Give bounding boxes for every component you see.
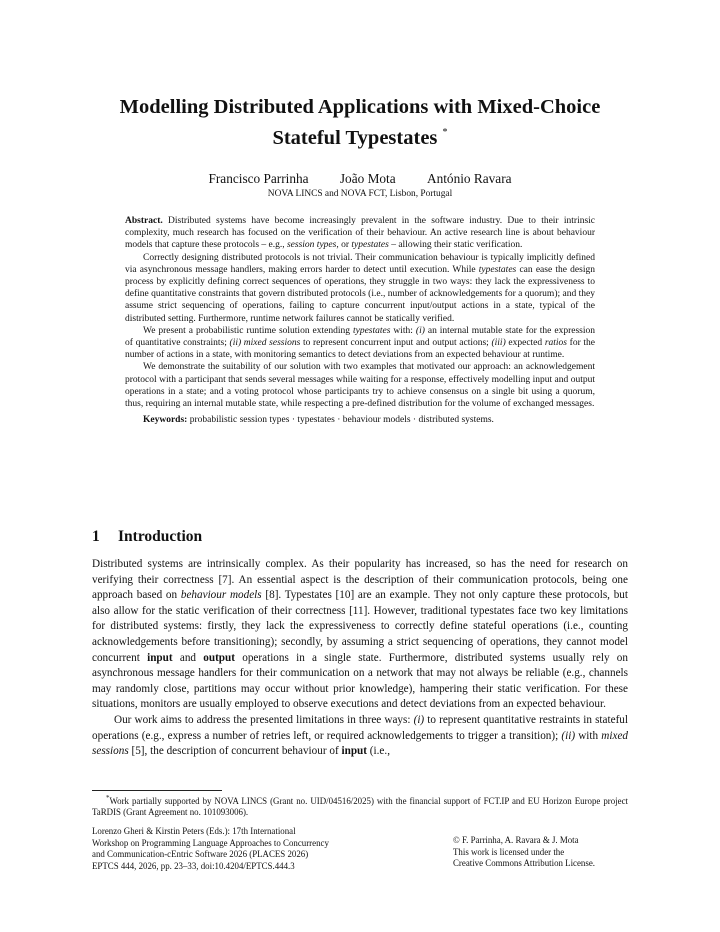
abstract-text: with: (390, 325, 416, 336)
abstract-text: , or (336, 240, 352, 251)
section-title: Introduction (118, 528, 203, 545)
footnote (92, 793, 628, 819)
abstract-paragraph: We demonstrate the suitability of our solution with two examples that motivated our approach: an acknowledgement protocol with a participant that sends several messages while waiting for a response, effectively modelling input and output operations in a state; and a voting protocol whose participants try to achieve consensus on a single bit using a quorum, thus, requiring an internal mutable state, while respecting a pre-defined distribution for the volume of exchanged messages. (125, 362, 595, 410)
abstract-text: for the number of actions in a state, with monitoring semantics to detect deviations from an expected behaviour at runtime. (125, 338, 596, 361)
abstract-emphasis: (iii) (491, 338, 506, 349)
abstract-text: to represent concurrent input and output actions; (300, 338, 492, 349)
body-text: and (172, 651, 204, 664)
abstract (125, 215, 595, 426)
abstract-emphasis: (i) (415, 325, 425, 336)
abstract-text: an internal mutable state for the expression of quantitative constraints; (125, 325, 595, 349)
body-paragraph (92, 557, 628, 713)
abstract-text: can ease the design process by explicitly defining correct sequences of operations, they struggle in two ways: they lack the expressiveness to define quantitative constraints that govern distributed protocols (i.e., number of acknowledgements for a quorum); and they assume strict sequencing of operations, failing to capture concurrent input/output actions in a state, typical of the distributed setting. Furthermore, runtime network failures cannot be statically verified. (125, 264, 595, 324)
footnote-divider (92, 790, 222, 791)
title-footnote-mark: * (442, 127, 448, 138)
body-bold: input (341, 745, 367, 758)
license-line: © F. Parrinha, A. Ravara & J. Mota (453, 835, 579, 845)
body-text: operations in a single state. Furthermore, distributed systems usually rely on asynchronous message handlers for their communication on a network that may not always be reliable (e.g., channels may randomly close, partitions may occur without prior knowledge), hampering their static verification. For these situations, monitors are usually employed to observe executions and detect deviations from an expected behaviour. (92, 651, 628, 711)
abstract-emphasis: typestates (478, 264, 517, 275)
abstract-text: – allowing their static verification. (388, 240, 523, 251)
pubinfo-line: Lorenzo Gheri & Kirstin Peters (Eds.): 17th International (92, 826, 296, 836)
abstract-label: Abstract. (125, 216, 163, 226)
abstract-text: expected (505, 338, 545, 349)
introduction-body (92, 557, 628, 760)
abstract-emphasis: session types (286, 240, 337, 251)
author-name: João Mota (339, 171, 396, 186)
body-bold: input (147, 651, 173, 664)
pubinfo-line: Workshop on Programming Language Approaches to Concurrency (92, 837, 329, 848)
body-text: Distributed systems are intrinsically complex. As their popularity has increased, so has the need for research on verifying their correctness [7]. An essential aspect is the description of their communication protocols, being one approach based on (92, 558, 628, 602)
abstract-emphasis: ratios (544, 338, 567, 349)
author-name: António Ravara (426, 171, 512, 186)
abstract-paragraph (125, 325, 595, 362)
abstract-emphasis: typestates (352, 325, 391, 336)
body-text: (i.e., (367, 745, 390, 758)
section-number: 1 (92, 528, 100, 545)
keywords-label: Keywords: (143, 415, 188, 426)
body-emphasis: behaviour models (180, 589, 262, 602)
pubinfo-line: EPTCS 444, 2026, pp. 23–33, doi:10.4204/EPTCS.444.3 (92, 860, 295, 871)
body-text: with (575, 729, 602, 742)
pubinfo-line: and Communication-cEntric Software 2026 (PLACES 2026) (92, 849, 309, 860)
keywords-list: probabilistic session types · typestates · behaviour models · distributed systems. (189, 415, 494, 426)
body-text: to represent quantitative restraints in stateful operations (e.g., express a number of retries left, or required acknowledgements to trigger a transition); (92, 713, 628, 742)
abstract-text: Correctly designing distributed protocols is not trivial. Their communication behaviour is typically implicitly defined via asynchronous message handlers, making errors harder to detect until execution. While (125, 252, 595, 275)
abstract-text: Distributed systems have become increasingly prevalent in the software industry. Due to their intrinsic complexity, much research has focused on the verification of their behaviour. An active research line is about behaviour models that capture these protocols – e.g., (125, 216, 596, 251)
abstract-paragraph (125, 215, 595, 252)
abstract-emphasis: (ii) mixed sessions (229, 338, 301, 349)
body-emphasis: (i) (413, 713, 425, 726)
paper-title (60, 94, 660, 151)
body-text: [5], the description of concurrent behaviour of (128, 745, 342, 758)
abstract-text: We present a probabilistic runtime solution extending (143, 325, 353, 336)
footnote-text: Work partially supported by NOVA LINCS (Grant no. UID/04516/2025) with the financial support of FCT.IP and EU Horizon Europe project TaRDIS (Grant Agreement no. 101093006). (92, 795, 628, 818)
title-line-2: Stateful Typestates (272, 127, 438, 149)
author-list (60, 170, 660, 187)
body-emphasis: (ii) (561, 729, 576, 742)
body-paragraph (92, 713, 628, 760)
body-text: Our work aims to address the presented limitations in three ways: (114, 713, 414, 726)
license-info (453, 835, 643, 870)
license-line: This work is licensed under the (453, 846, 565, 857)
abstract-emphasis: typestates (351, 240, 389, 251)
affiliation: NOVA LINCS and NOVA FCT, Lisbon, Portugal (267, 189, 453, 199)
license-line: Creative Commons Attribution License. (453, 858, 595, 869)
body-emphasis: mixed sessions (92, 729, 629, 758)
footnote-mark: * (106, 794, 110, 802)
body-bold: output (203, 651, 235, 664)
publication-info (92, 826, 412, 872)
title-line-1: Modelling Distributed Applications with Mixed-Choice (119, 96, 601, 118)
keywords (125, 414, 595, 426)
abstract-paragraph (125, 252, 595, 325)
author-name: Francisco Parrinha (208, 171, 309, 186)
body-text: [8]. Typestates [10] are an example. They not only capture these protocols, but also allow for the static verification of their correctness [11]. However, traditional typestates face two key limitations for distributed systems: firstly, they lack the expressiveness to correctly define stateful operations (i.e., counting acknowledgements before transitioning); secondly, by assuming a strict sequencing of operations, they cannot model concurrent (92, 589, 628, 664)
section-heading (92, 527, 202, 547)
